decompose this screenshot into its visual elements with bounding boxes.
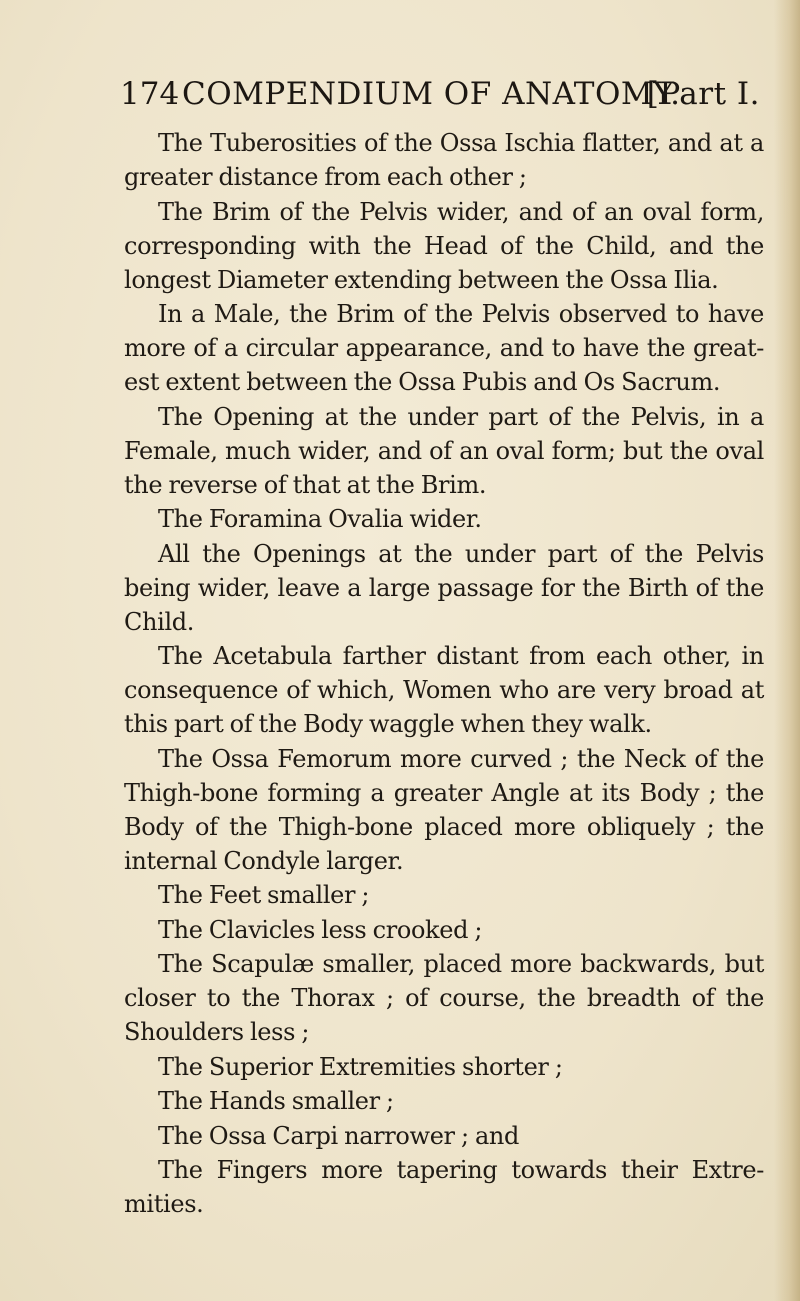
paragraph-carpi: The Ossa Carpi narrower ; and xyxy=(158,1121,520,1150)
paragraph-extremities: The Superior Extremities shorter ; xyxy=(158,1052,563,1081)
paragraph-opening: The Opening at the under part of the Pelvis, in a Female, much wider, and of an oval form; but the oval the reverse of that at the Brim. xyxy=(124,402,764,499)
paragraph-acetabula: The Acetabula farther distant from each other, in consequence of which, Women who are very broad at this part of the Body waggle when they walk. xyxy=(124,642,764,738)
paragraph-femorum: The Ossa Femorum more curved ; the Neck of the Thigh-bone forming a greater Angle at its Body ; the Body of the Thigh-bone placed more obliquely ; the internal Condyle larger. xyxy=(124,744,764,875)
running-header xyxy=(120,74,760,114)
body-text xyxy=(124,126,764,1222)
paragraph-foramina: The Foramina Ovalia wider. xyxy=(158,505,482,533)
part-label: [Part I. xyxy=(646,76,760,112)
paragraph-openings-birth: All the Openings at the under part of the Pelvis being wider, leave a large passage for the Birth of the Child. xyxy=(124,539,764,636)
paragraph-clavicles: The Clavicles less crooked ; xyxy=(158,915,483,944)
paragraph-fingers: The Fingers more tapering towards their Extre- mities. xyxy=(124,1156,764,1218)
paragraph-brim-female: The Brim of the Pelvis wider, and of an oval form, corresponding with the Head of the Child, and the longest Diameter extending between the Ossa Ilia. xyxy=(124,197,764,294)
paragraph-scapulae: The Scapulæ smaller, placed more backwards, but closer to the Thorax ; of course, the breadth of the Shoulders less ; xyxy=(124,950,764,1046)
paragraph-brim-male: In a Male, the Brim of the Pelvis observed to have more of a circular appearance, and to have the great- est extent between the Ossa Pubis and Os Sacrum. xyxy=(124,300,764,396)
paragraph-hands: The Hands smaller ; xyxy=(158,1087,394,1115)
paragraph-feet: The Feet smaller ; xyxy=(158,881,370,909)
running-title: COMPENDIUM OF ANATOMY. xyxy=(182,76,681,112)
page-edge-shadow xyxy=(774,0,800,1301)
page-number: 174 xyxy=(120,76,180,112)
paragraph-ischia: The Tuberosities of the Ossa Ischia flatter, and at a greater distance from each other ; xyxy=(124,129,764,191)
